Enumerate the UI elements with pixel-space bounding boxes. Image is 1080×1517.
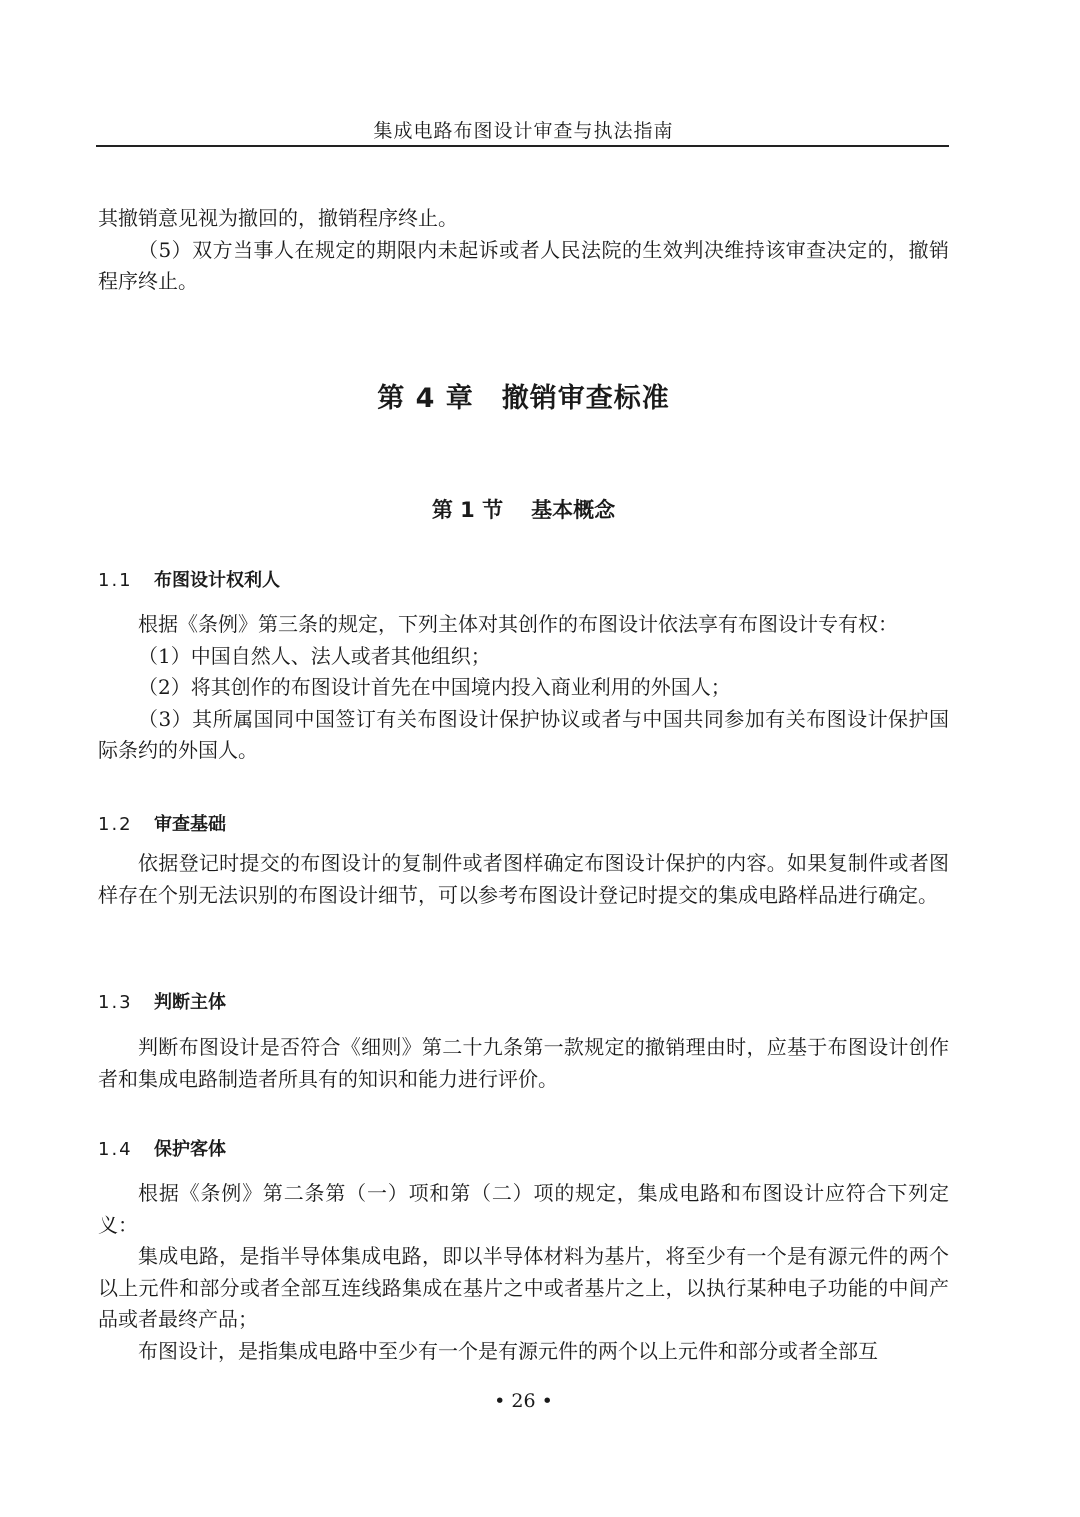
paragraph: 判断布图设计是否符合《细则》第二十九条第一款规定的撤销理由时，应基于布图设计创作者和集成电路制造者所具有的知识和能力进行评价。 (98, 1035, 949, 1091)
paragraph: 根据《条例》第三条的规定，下列主体对其创作的布图设计依法享有布图设计专有权： (138, 612, 898, 636)
subsection-number: 1.2 (98, 814, 133, 835)
paragraph: （2）将其创作的布图设计首先在中国境内投入商业利用的外国人； (138, 675, 731, 699)
subsection-title: 审查基础 (154, 814, 226, 835)
subsection-body-1-1 (98, 609, 949, 767)
paragraph: （3）其所属国同中国签订有关布图设计保护协议或者与中国共同参加有关布图设计保护国际条约的外国人。 (98, 706, 949, 762)
paragraph: 根据《条例》第二条第（一）项和第（二）项的规定，集成电路和布图设计应符合下列定义： (98, 1181, 949, 1237)
subsection-title: 保护客体 (154, 1139, 226, 1160)
paragraph: 布图设计，是指集成电路中至少有一个是有源元件的两个以上元件和部分或者全部互 (138, 1338, 878, 1363)
subsection-heading-1-2 (98, 810, 949, 836)
section-heading (98, 494, 949, 524)
subsection-body-1-3 (98, 1032, 949, 1095)
header-rule (96, 145, 949, 147)
intro-paragraph-2: （5）双方当事人在规定的期限内未起诉或者人民法院的生效判决维持该审查决定的，撤销程序终止。 (98, 237, 949, 293)
subsection-title: 判断主体 (154, 992, 226, 1013)
paragraph: 集成电路，是指半导体集成电路，即以半导体材料为基片，将至少有一个是有源元件的两个以上元件和部分或者全部互连线路集成在基片之中或者基片之上，以执行某种电子功能的中间产品或者最终产品； (98, 1244, 949, 1331)
subsection-body-1-2 (98, 848, 949, 911)
chapter-heading (98, 376, 949, 415)
running-header: 集成电路布图设计审查与执法指南 (373, 120, 674, 142)
subsection-number: 1.1 (98, 570, 133, 591)
section-title: 基本概念 (531, 498, 616, 522)
intro-text (98, 203, 949, 298)
subsection-heading-1-4 (98, 1135, 949, 1161)
chapter-number: 第 4 章 (377, 383, 474, 414)
subsection-number: 1.4 (98, 1139, 133, 1160)
paragraph: 依据登记时提交的布图设计的复制件或者图样确定布图设计保护的内容。如果复制件或者图样存在个别无法识别的布图设计细节，可以参考布图设计登记时提交的集成电路样品进行确定。 (98, 851, 949, 907)
subsection-heading-1-1 (98, 566, 949, 592)
subsection-title: 布图设计权利人 (154, 570, 280, 591)
section-number: 第 1 节 (431, 498, 504, 522)
page-number: • 26 • (494, 1390, 553, 1412)
subsection-heading-1-3 (98, 988, 949, 1014)
intro-paragraph-1: 其撤销意见视为撤回的，撤销程序终止。 (98, 206, 458, 230)
chapter-title: 撤销审查标准 (501, 383, 670, 414)
subsection-body-1-4 (98, 1178, 949, 1367)
paragraph: （1）中国自然人、法人或者其他组织； (138, 643, 491, 668)
subsection-number: 1.3 (98, 992, 133, 1013)
